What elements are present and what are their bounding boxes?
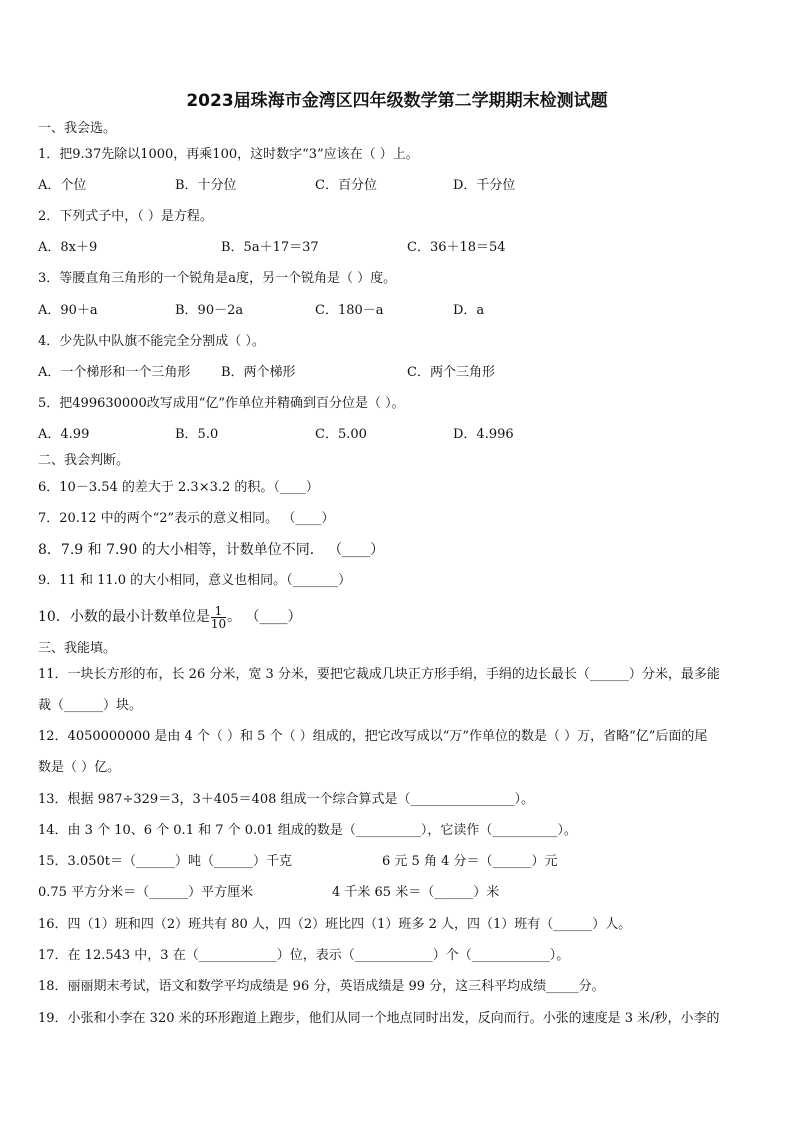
- question-15-part-a: 15．3.050t＝（______）吨（______）千克: [38, 854, 292, 869]
- question-10-blank: 。 （____）: [227, 609, 302, 625]
- question-10-text: 10．小数的最小计数单位是: [38, 609, 210, 625]
- question-15-part-c: 0.75 平方分米＝（______）平方厘米: [38, 885, 254, 900]
- question-7: 7．20.12 中的两个“2”表示的意义相同。 （____）: [38, 511, 335, 526]
- option-a: A．8x＋9: [38, 240, 98, 255]
- option-c: C．百分位: [315, 178, 377, 193]
- option-b: B．5a＋17＝37: [221, 240, 319, 255]
- option-d: D．千分位: [453, 178, 516, 193]
- section-heading-2: 二、我会判断。: [38, 453, 130, 468]
- question-9: 9．11 和 11.0 的大小相同，意义也相同。（_______）: [38, 573, 352, 588]
- question-15-part-d: 4 千米 65 米＝（______）米: [332, 885, 500, 900]
- question-5: 5．把499630000改写成用“亿”作单位并精确到百分位是（ ）。: [38, 396, 405, 411]
- question-3: 3．等腰直角三角形的一个锐角是a度，另一个锐角是（ ）度。: [38, 271, 397, 286]
- question-8: 8．7.9 和 7.90 的大小相等，计数单位不同． （____）: [38, 542, 385, 558]
- option-b: B．90－2a: [175, 303, 244, 318]
- option-d: D．a: [453, 303, 485, 318]
- section-heading-3: 三、我能填。: [38, 641, 117, 656]
- question-2: 2．下列式子中，（ ）是方程。: [38, 209, 213, 224]
- option-b: B．5.0: [175, 427, 219, 442]
- question-12-line-1: 12．4050000000 是由 4 个（ ）和 5 个（ ）组成的，把它改写成以“万”作单位的数是（ ）万，省略“亿”后面的尾: [38, 729, 708, 744]
- question-4: 4．少先队中队旗不能完全分割成（ ）。: [38, 334, 265, 349]
- question-16: 16．四（1）班和四（2）班共有 80 人，四（2）班比四（1）班多 2 人，四（1）班有（______）人。: [38, 917, 632, 932]
- question-19: 19．小张和小李在 320 米的环形跑道上跑步，他们从同一个地点同时出发，反向而行。小张的速度是 3 米/秒，小李的: [38, 1011, 720, 1026]
- question-11-line-1: 11．一块长方形的布，长 26 分米，宽 3 分米，要把它裁成几块正方形手绢，手绢的边长最长（______）分米，最多能: [38, 667, 720, 682]
- question-10: [38, 602, 302, 632]
- option-b: B．两个梯形: [221, 365, 296, 380]
- option-b: B．十分位: [175, 178, 237, 193]
- question-12-line-2: 数是（ ）亿。: [38, 760, 121, 775]
- question-17: 17．在 12.543 中，3 在（____________）位，表示（____________）个（____________）。: [38, 948, 570, 963]
- option-c: C．180－a: [315, 303, 384, 318]
- question-18: 18．丽丽期末考试，语文和数学平均成绩是 96 分，英语成绩是 99 分，这三科平均成绩_____分。: [38, 979, 605, 994]
- option-c: C．5.00: [315, 427, 367, 442]
- fraction-numerator: 1: [211, 605, 226, 618]
- section-heading-1: 一、我会选。: [38, 121, 117, 136]
- question-13: 13．根据 987÷329＝3，3＋405＝408 组成一个综合算式是（________________）。: [38, 792, 534, 807]
- option-a: A．一个梯形和一个三角形: [38, 365, 191, 380]
- option-a: A．个位: [38, 178, 87, 193]
- option-a: A．90＋a: [38, 303, 98, 318]
- fraction: [211, 605, 226, 630]
- option-d: D．4.996: [453, 427, 514, 442]
- fraction-denominator: 10: [210, 616, 227, 631]
- question-11-line-2: 裁（______）块。: [38, 698, 143, 713]
- page-title: 2023届珠海市金湾区四年级数学第二学期期末检测试题: [186, 91, 608, 111]
- question-6: 6．10－3.54 的差大于 2.3×3.2 的积。（____）: [38, 480, 319, 495]
- option-c: C．36＋18＝54: [407, 240, 506, 255]
- question-15-part-b: 6 元 5 角 4 分＝（______）元: [382, 854, 558, 869]
- option-c: C．两个三角形: [407, 365, 495, 380]
- option-a: A．4.99: [38, 427, 90, 442]
- question-14: 14．由 3 个 10、6 个 0.1 和 7 个 0.01 组成的数是（__________），它读作（__________）。: [38, 823, 577, 838]
- question-1: 1．把9.37先除以1000，再乘100，这时数字“3”应该在（ ）上。: [38, 147, 419, 162]
